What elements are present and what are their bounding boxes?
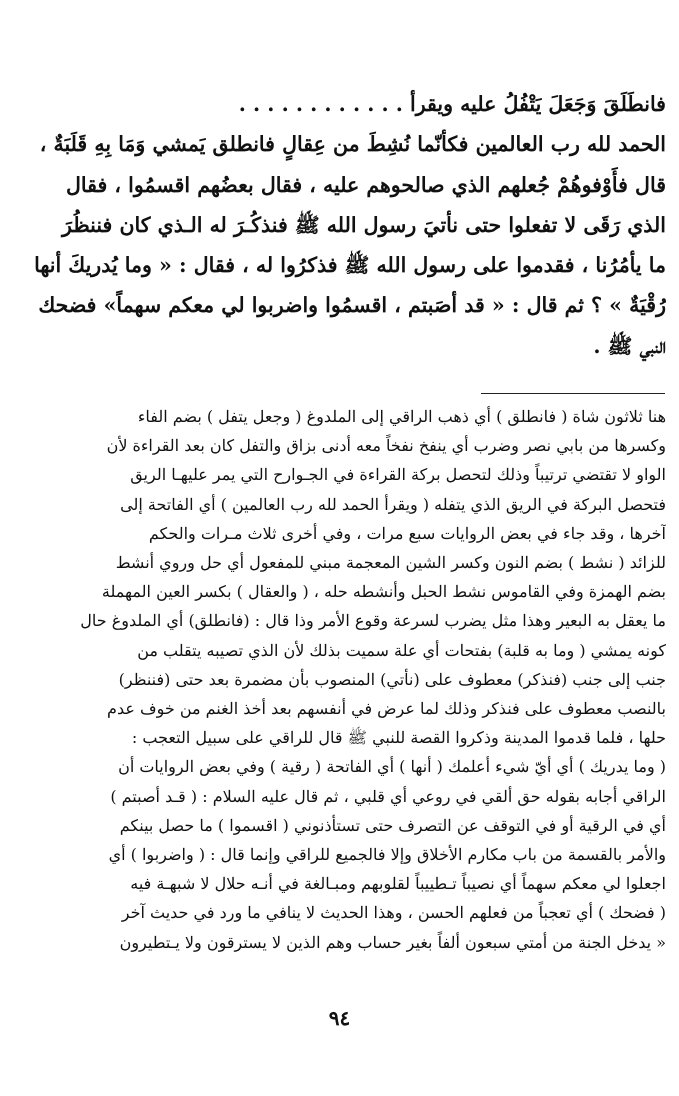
- commentary-line: والأمر بالقسمة من باب مكارم الأخلاق وإلا فالجميع للراقي وإنما قال : ( واضربوا ) أي: [108, 845, 666, 865]
- hadith-line: ما يأمُرُنا ، فقدموا على رسول الله ﷺ فذكرُوا له ، فقال : « وما يُدريكَ أنها: [34, 253, 666, 278]
- commentary-line: أي في الرقية أو في التوقف عن التصرف حتى تستأذنوني ( اقسموا ) ما حصل بينكم: [119, 815, 666, 835]
- commentary-line: بضم الهمزة وفي القاموس نشط الحبل وأنشطه حله ، ( والعقال ) بكسر العين المهملة: [101, 582, 666, 602]
- commentary-line: حلها ، فلما قدموا المدينة وذكروا القصة للنبي ﷺ قال للراقي على سبيل التعجب :: [131, 728, 666, 748]
- commentary-text: [14, 402, 666, 957]
- commentary-line: هنا ثلاثون شاة ( فانطلق ) أي ذهب الراقي إلى الملدوغ ( وجعل يتفل ) بضم الفاء: [137, 407, 666, 426]
- commentary-line: فتحصل البركة في الريق الذي يتفله ( ويقرأ الحمد لله رب العالمين ) أي الفاتحة إلى: [120, 494, 666, 514]
- commentary-line: ( وما يدريك ) أي أيّ شيء أعلمك ( أنها ) أي الفاتحة ( رقية ) وفي بعض الروايات أن: [118, 757, 666, 777]
- commentary-line: بالنصب معطوف على فنذكر وذلك لما عرض في أنفسهم بعد أخذ الغنم من خوف عدم: [107, 699, 666, 719]
- commentary-line: « يدخل الجنة من أمتي سبعون ألفاً بغير حساب وهم الذين لا يسترقون ولا يـتطيرون: [119, 932, 666, 952]
- hadith-line: الحمد لله رب العالمين فكأنّما نُشِطَ من عِقالٍ فانطلق يَمشي وَمَا بِهِ قَلَبَةٌ ،: [39, 132, 666, 157]
- hadith-line: رُقْيَةٌ » ؟ ثم قال : « قد أصَبتم ، اقسمُوا واضربوا لي معكم سهماً» فضحك: [38, 293, 666, 318]
- commentary-line: وكسرها من بابي نصر وضرب أي ينفخ نفخاً معه أدنى بزاق والتفل كان بعد القراءة لأن: [106, 436, 666, 456]
- hadith-line: قال فأَوْفوهُمْ جُعلهم الذي صالحوهم عليه ، فقال بعضُهم اقسمُوا ، فقال: [65, 172, 666, 197]
- commentary-line: آخرها ، وقد جاء في بعض الروايات سبع مرات ، وفي أخرى ثلاث مـرات والحكم: [148, 523, 666, 543]
- commentary-line: الواو لا تقتضي ترتيباً وذلك لتحصل بركة القراءة في الجـوارح التي يمر عليهـا الريق: [130, 465, 666, 485]
- commentary-line: ( فضحك ) أي تعجباً من فعلهم الحسن ، وهذا الحديث لا ينافي ما ورد في حديث آخر: [121, 903, 666, 923]
- hadith-line: فانطَلَقَ وَجَعَلَ يَتْفُلُ عليه ويقرأ . . . . . . . . . . . .: [238, 92, 666, 116]
- commentary-line: للزائد ( نشط ) بضم النون وكسر الشين المعجمة مبني للمفعول أي حل وروي أنشط: [115, 553, 666, 573]
- commentary-line: اجعلوا لي معكم سهماً أي نصيباً تـطييباً لقلوبهم ومبـالغة في أنـه حلال لا شبهـة فيه: [130, 874, 666, 894]
- hadith-text: [14, 84, 666, 366]
- commentary-line: ما يعقل به البعير وهذا مثل يضرب لسرعة وقوع الأمر وذا قال : (فانطلق) أي الملدوغ حال: [80, 611, 666, 631]
- footnote-divider: [481, 393, 665, 394]
- hadith-line: النبي ﷺ .: [593, 333, 666, 358]
- page-number: ٩٤: [328, 1006, 351, 1030]
- commentary-line: كونه يمشي ( وما به قلبة) بفتحات أي علة سميت بذلك لأن الذي تصيبه يتقلب من: [137, 640, 666, 660]
- commentary-line: الراقي أجابه بقوله حق ألقي في روعي أي قلبي ، ثم قال عليه السلام : ( قـد أصبتم ): [110, 786, 666, 806]
- hadith-line: الذي رَقَى لا تفعلوا حتى نأتيَ رسول الله ﷺ فنذكُـرَ له الـذي كان فننظُرَ: [62, 212, 666, 237]
- commentary-line: جنب إلى جنب (فنذكر) معطوف على (نأتي) المنصوب بأن مضمرة بعد حتى (فننظر): [118, 669, 666, 689]
